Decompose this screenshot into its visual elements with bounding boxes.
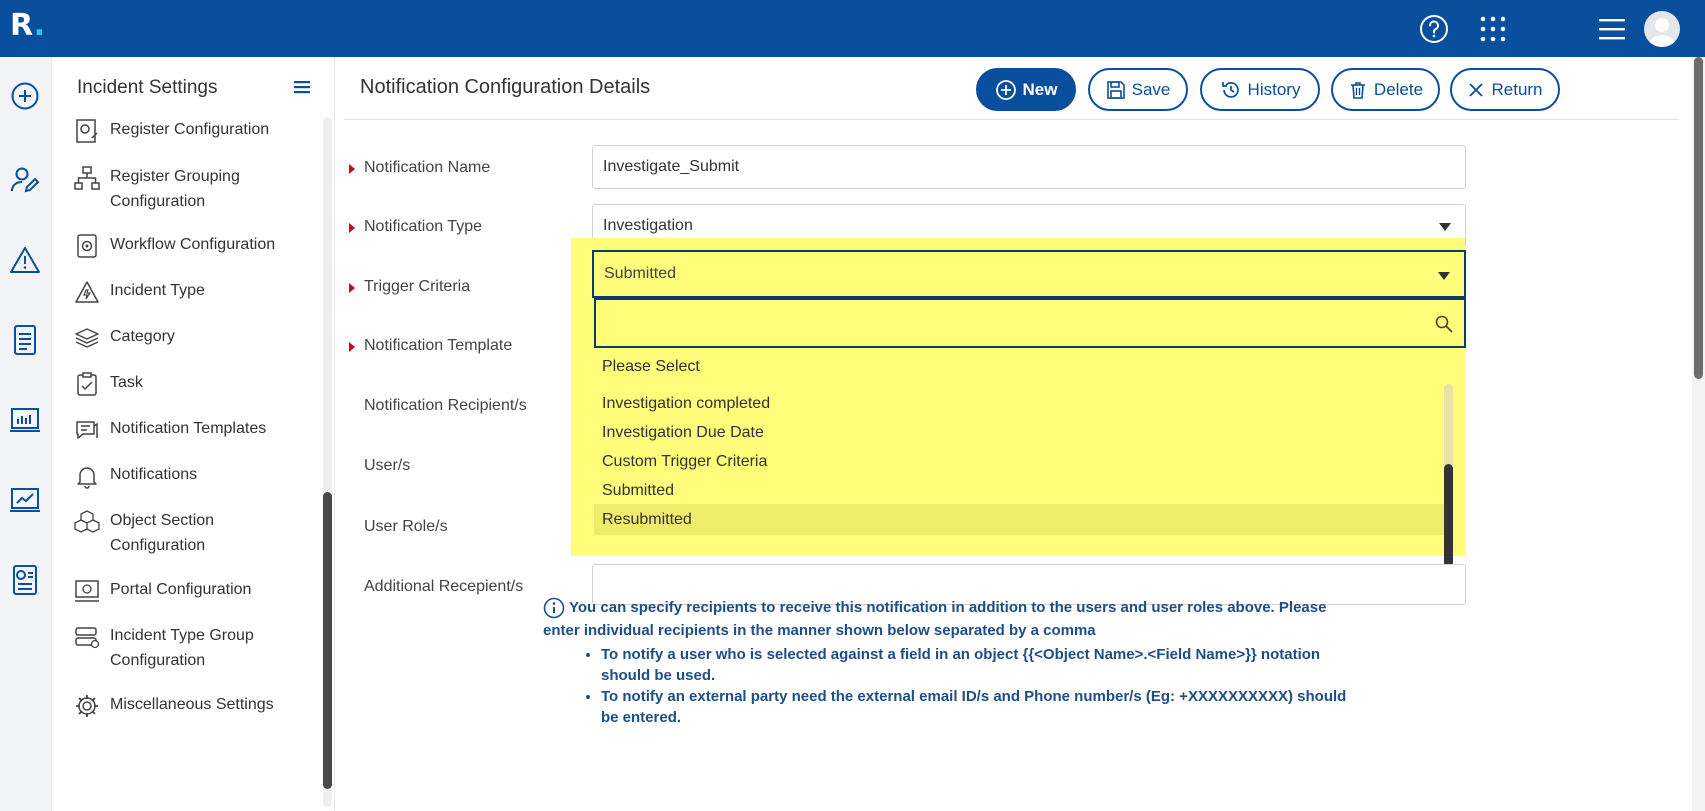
- user-edit-icon[interactable]: [8, 163, 42, 197]
- header-divider: [344, 119, 1679, 120]
- notification-name-input[interactable]: Investigate_Submit: [592, 145, 1466, 189]
- sidebar-item-register-grouping-configuration[interactable]: [72, 164, 312, 214]
- app-logo[interactable]: R.: [10, 8, 46, 43]
- dropdown-option-hovered[interactable]: Resubmitted: [594, 504, 1444, 535]
- dropdown-option[interactable]: Investigation completed: [602, 394, 771, 412]
- page-scrollbar-thumb[interactable]: [1694, 57, 1703, 379]
- dropdown-option[interactable]: Please Select: [602, 357, 700, 375]
- chat-template-icon: [72, 416, 102, 444]
- clipboard-check-icon: [72, 370, 102, 398]
- notification-recipients-label: Notification Recipient/s: [364, 397, 527, 414]
- sidebar-item-label: Object Section Configuration: [110, 512, 215, 554]
- register-config-icon: [72, 117, 102, 145]
- notification-type-select[interactable]: Investigation: [592, 204, 1466, 248]
- required-marker: [349, 164, 355, 174]
- sidebar-item-portal-configuration[interactable]: [72, 577, 312, 605]
- help-bullet: • To notify an external party need the external email ID/s and Phone number/s (Eg: +XXXXXXXXXX) should be entered.: [601, 686, 1363, 728]
- close-icon: [1467, 81, 1485, 99]
- page-title: Notification Configuration Details: [360, 76, 651, 98]
- sidebar-item-label: Notification Templates: [110, 420, 267, 437]
- dropdown-option[interactable]: Custom Trigger Criteria: [602, 452, 768, 470]
- top-bar: [0, 0, 1705, 57]
- notification-type-label: Notification Type: [364, 218, 482, 235]
- sidebar-item-label: Portal Configuration: [110, 581, 252, 598]
- sidebar-title: Incident Settings: [77, 77, 218, 98]
- dropdown-options-list: [594, 348, 1466, 548]
- sidebar-item-register-configuration[interactable]: [72, 117, 312, 145]
- trigger-criteria-label: Trigger Criteria: [364, 278, 471, 295]
- sidebar-item-task[interactable]: [72, 370, 312, 398]
- info-icon: [543, 597, 565, 619]
- notification-name-label: Notification Name: [364, 159, 491, 176]
- add-circle-icon[interactable]: [8, 79, 42, 113]
- sidebar-item-label: Miscellaneous Settings: [110, 696, 274, 713]
- notification-template-label: Notification Template: [364, 337, 513, 354]
- plus-circle-icon: [995, 79, 1017, 101]
- sidebar-item-label: Register Configuration: [110, 121, 270, 138]
- recipients-help-text: You can specify recipients to receive this notification in addition to the users and user roles above. Please enter individual recipients in the manner shown below separated by a comma • To notify a user who is selected against a field in an object {{<Object Name>.<Field Name>}} notation should be used. • To notify an external party need the external email ID/s and Phone number/s (Eg: +XXXXXXXXXX) should be entered.: [543, 596, 1363, 728]
- user-avatar[interactable]: [1644, 11, 1680, 47]
- history-icon: [1220, 79, 1242, 101]
- trend-chart-icon[interactable]: [8, 483, 42, 517]
- trash-icon: [1348, 80, 1368, 100]
- sidebar-item-label: Incident Type Group Configuration: [110, 627, 254, 669]
- sidebar-item-workflow-configuration[interactable]: [72, 232, 312, 260]
- sidebar-item-notifications[interactable]: [72, 462, 312, 490]
- main-panel: [336, 57, 1705, 811]
- help-bullet: • To notify a user who is selected against a field in an object {{<Object Name>.<Field Name>}} notation should be used.: [601, 644, 1363, 686]
- sidebar-item-label: Category: [110, 328, 175, 345]
- chevron-down-icon: [1439, 223, 1451, 231]
- bell-icon: [72, 462, 102, 490]
- recipients-help-bullets: [601, 644, 1363, 728]
- sidebar-scrollbar-thumb[interactable]: [323, 492, 332, 789]
- sidebar-item-object-section-configuration[interactable]: [72, 508, 312, 558]
- icon-rail: [0, 57, 52, 811]
- required-marker: [349, 283, 355, 293]
- bar-chart-icon[interactable]: [8, 403, 42, 437]
- document-icon[interactable]: [8, 323, 42, 357]
- sidebar-item-label: Notifications: [110, 466, 198, 483]
- save-button[interactable]: Save: [1088, 68, 1188, 111]
- sidebar-item-incident-type-group-configuration[interactable]: [72, 623, 312, 673]
- cubes-icon: [72, 508, 102, 536]
- users-label: User/s: [364, 457, 411, 474]
- group-config-icon: [72, 623, 102, 651]
- sidebar-collapse-icon[interactable]: [293, 79, 313, 99]
- dropdown-option[interactable]: Investigation Due Date: [602, 423, 764, 441]
- history-button[interactable]: History: [1200, 68, 1320, 111]
- hamburger-menu-icon[interactable]: [1595, 12, 1629, 46]
- additional-recipients-label: Additional Recepient/s: [364, 578, 524, 595]
- report-icon[interactable]: [8, 563, 42, 597]
- dropdown-search-input[interactable]: [594, 298, 1466, 348]
- hierarchy-icon: [72, 164, 102, 192]
- portal-icon: [72, 577, 102, 605]
- dropdown-scrollbar-thumb[interactable]: [1444, 464, 1453, 567]
- warning-icon[interactable]: [8, 243, 42, 277]
- sidebar-item-label: Register Grouping Configuration: [110, 168, 240, 210]
- sidebar-item-category[interactable]: [72, 324, 312, 352]
- settings-sidebar: [52, 57, 335, 811]
- apps-grid-icon[interactable]: [1476, 12, 1510, 46]
- required-marker: [349, 223, 355, 233]
- sidebar-item-incident-type[interactable]: [72, 278, 312, 306]
- chevron-down-icon: [1438, 272, 1450, 280]
- layers-icon: [72, 324, 102, 352]
- sidebar-item-notification-templates[interactable]: [72, 416, 312, 444]
- required-marker: [349, 342, 355, 352]
- new-button[interactable]: New: [976, 68, 1076, 111]
- dropdown-option[interactable]: Submitted: [602, 481, 675, 499]
- trigger-criteria-select[interactable]: Submitted: [592, 250, 1466, 298]
- floppy-disk-icon: [1106, 80, 1126, 100]
- search-icon: [1434, 314, 1454, 334]
- return-button[interactable]: Return: [1450, 68, 1560, 111]
- user-roles-label: User Role/s: [364, 518, 448, 535]
- sidebar-item-miscellaneous-settings[interactable]: [72, 692, 312, 720]
- delete-button[interactable]: Delete: [1331, 68, 1440, 111]
- sidebar-item-label: Workflow Configuration: [110, 236, 276, 253]
- gear-icon: [72, 692, 102, 720]
- sidebar-item-label: Incident Type: [110, 282, 205, 299]
- sidebar-item-label: Task: [110, 374, 143, 391]
- help-icon[interactable]: [1417, 12, 1451, 46]
- incident-type-icon: [72, 278, 102, 306]
- workflow-icon: [72, 232, 102, 260]
